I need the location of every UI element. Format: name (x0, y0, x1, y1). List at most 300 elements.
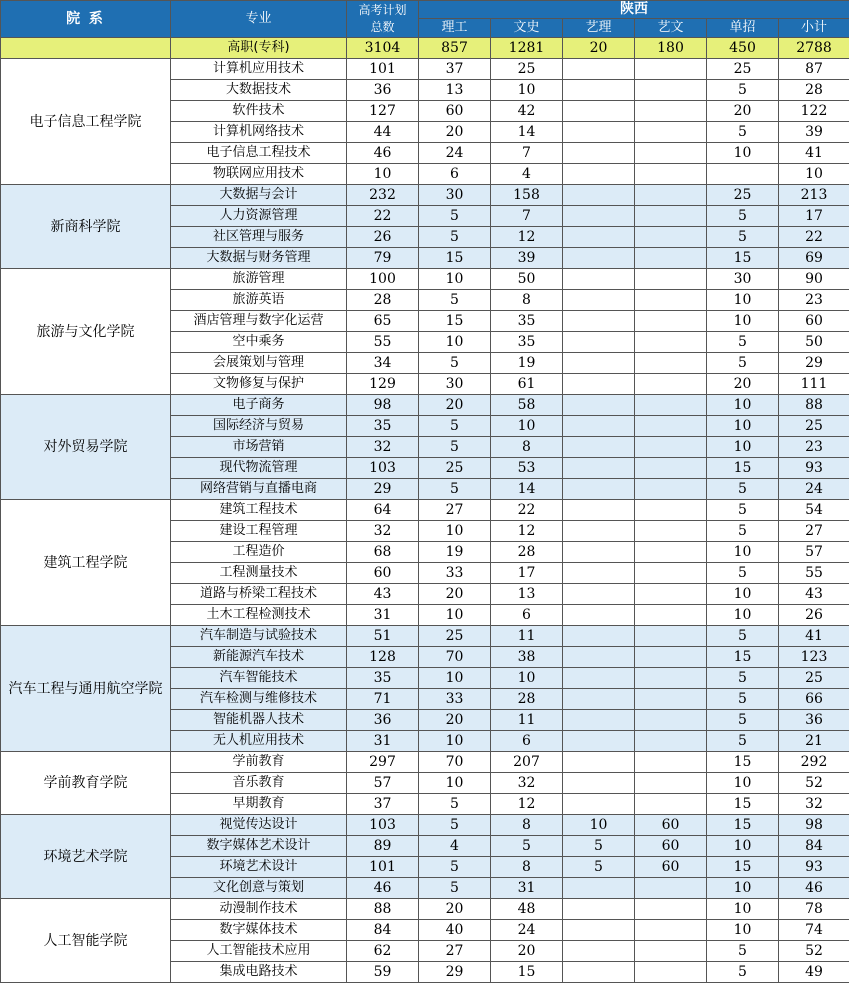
major-name: 集成电路技术 (171, 962, 347, 983)
quota-cell: 19 (419, 542, 491, 563)
quota-cell: 53 (491, 458, 563, 479)
quota-cell: 15 (707, 752, 779, 773)
quota-cell: 88 (779, 395, 849, 416)
quota-cell: 5 (707, 962, 779, 983)
quota-cell: 60 (635, 857, 707, 878)
quota-cell: 8 (491, 290, 563, 311)
quota-cell: 5 (707, 626, 779, 647)
major-name: 网络营销与直播电商 (171, 479, 347, 500)
quota-cell: 60 (419, 101, 491, 122)
quota-cell (563, 668, 635, 689)
quota-cell (563, 521, 635, 542)
quota-cell: 5 (707, 206, 779, 227)
quota-cell: 70 (419, 752, 491, 773)
quota-cell (635, 542, 707, 563)
quota-cell: 15 (707, 794, 779, 815)
major-name: 数字媒体艺术设计 (171, 836, 347, 857)
quota-cell (563, 563, 635, 584)
major-name: 人力资源管理 (171, 206, 347, 227)
quota-cell: 50 (779, 332, 849, 353)
table-header (1, 1, 849, 38)
major-name: 文化创意与策划 (171, 878, 347, 899)
major-name: 道路与桥梁工程技术 (171, 584, 347, 605)
header-plan-total-line1: 高考计划 (358, 3, 407, 17)
quota-cell: 12 (491, 227, 563, 248)
quota-cell: 101 (347, 857, 419, 878)
summary-label: 高职(专科) (171, 38, 347, 59)
table-row (1, 815, 849, 836)
major-name: 电子商务 (171, 395, 347, 416)
college-group (1, 752, 849, 815)
major-name: 会展策划与管理 (171, 353, 347, 374)
quota-cell: 10 (419, 332, 491, 353)
quota-cell: 90 (779, 269, 849, 290)
quota-cell: 10 (707, 605, 779, 626)
quota-cell: 10 (419, 731, 491, 752)
quota-cell: 10 (707, 836, 779, 857)
quota-cell: 98 (779, 815, 849, 836)
quota-cell (563, 605, 635, 626)
summary-cell: 20 (563, 38, 635, 59)
quota-cell: 297 (347, 752, 419, 773)
quota-cell: 42 (491, 101, 563, 122)
quota-cell: 84 (779, 836, 849, 857)
quota-cell: 10 (707, 143, 779, 164)
quota-cell: 5 (707, 563, 779, 584)
quota-cell: 5 (419, 353, 491, 374)
major-name: 文物修复与保护 (171, 374, 347, 395)
quota-cell: 4 (491, 164, 563, 185)
quota-cell: 10 (707, 311, 779, 332)
quota-cell (563, 878, 635, 899)
quota-cell: 11 (491, 710, 563, 731)
major-name: 工程测量技术 (171, 563, 347, 584)
quota-cell: 59 (347, 962, 419, 983)
quota-cell: 207 (491, 752, 563, 773)
quota-cell (635, 794, 707, 815)
quota-cell: 15 (419, 311, 491, 332)
quota-cell (563, 185, 635, 206)
quota-cell: 24 (779, 479, 849, 500)
quota-cell: 5 (563, 836, 635, 857)
college-group (1, 626, 849, 752)
quota-cell: 20 (419, 122, 491, 143)
header-col-science: 理工 (419, 19, 491, 38)
quota-cell (563, 206, 635, 227)
quota-cell: 5 (707, 668, 779, 689)
quota-cell (635, 668, 707, 689)
quota-cell: 31 (491, 878, 563, 899)
quota-cell: 78 (779, 899, 849, 920)
major-name: 软件技术 (171, 101, 347, 122)
quota-cell: 69 (779, 248, 849, 269)
quota-cell: 10 (707, 878, 779, 899)
quota-cell: 29 (419, 962, 491, 983)
quota-cell: 5 (419, 878, 491, 899)
quota-cell: 5 (707, 353, 779, 374)
quota-cell: 8 (491, 815, 563, 836)
quota-cell: 103 (347, 458, 419, 479)
college-group (1, 815, 849, 899)
quota-cell (563, 101, 635, 122)
quota-cell (635, 122, 707, 143)
quota-cell: 43 (347, 584, 419, 605)
quota-cell: 122 (779, 101, 849, 122)
quota-cell: 25 (707, 59, 779, 80)
major-name: 视觉传达设计 (171, 815, 347, 836)
quota-cell (635, 584, 707, 605)
quota-cell: 5 (419, 227, 491, 248)
quota-cell: 24 (491, 920, 563, 941)
quota-cell (635, 458, 707, 479)
college-name: 汽车工程与通用航空学院 (1, 626, 171, 752)
quota-cell: 5 (419, 290, 491, 311)
quota-cell: 10 (707, 290, 779, 311)
quota-cell (635, 248, 707, 269)
major-name: 大数据技术 (171, 80, 347, 101)
quota-cell: 50 (491, 269, 563, 290)
quota-cell (635, 311, 707, 332)
college-name: 环境艺术学院 (1, 815, 171, 899)
quota-cell: 31 (347, 605, 419, 626)
quota-cell: 12 (491, 794, 563, 815)
quota-cell: 41 (779, 143, 849, 164)
quota-cell (635, 185, 707, 206)
quota-cell: 89 (347, 836, 419, 857)
header-region: 陕西 (419, 1, 849, 19)
major-name: 人工智能技术应用 (171, 941, 347, 962)
college-group (1, 395, 849, 500)
summary-section (1, 38, 849, 59)
quota-cell: 68 (347, 542, 419, 563)
quota-cell: 35 (491, 311, 563, 332)
college-name: 电子信息工程学院 (1, 59, 171, 185)
quota-cell (563, 269, 635, 290)
quota-cell (635, 731, 707, 752)
quota-cell: 93 (779, 458, 849, 479)
college-group (1, 59, 849, 185)
header-col-art-liberal: 艺文 (635, 19, 707, 38)
quota-cell: 10 (707, 773, 779, 794)
major-name: 智能机器人技术 (171, 710, 347, 731)
quota-cell (563, 479, 635, 500)
header-major: 专业 (171, 1, 347, 38)
quota-cell: 10 (707, 899, 779, 920)
quota-cell: 25 (707, 185, 779, 206)
quota-cell: 10 (419, 773, 491, 794)
quota-cell: 100 (347, 269, 419, 290)
quota-cell (635, 563, 707, 584)
quota-cell: 44 (347, 122, 419, 143)
quota-cell: 158 (491, 185, 563, 206)
quota-cell: 93 (779, 857, 849, 878)
quota-cell: 22 (779, 227, 849, 248)
quota-cell: 35 (347, 416, 419, 437)
summary-row (1, 38, 849, 59)
quota-cell: 10 (563, 815, 635, 836)
quota-cell: 10 (419, 269, 491, 290)
quota-cell: 5 (707, 227, 779, 248)
major-name: 酒店管理与数字化运营 (171, 311, 347, 332)
quota-cell: 10 (419, 668, 491, 689)
quota-cell: 4 (419, 836, 491, 857)
quota-cell: 51 (347, 626, 419, 647)
major-name: 土木工程检测技术 (171, 605, 347, 626)
quota-cell: 28 (491, 689, 563, 710)
quota-cell (563, 290, 635, 311)
quota-cell: 5 (419, 206, 491, 227)
major-name: 大数据与财务管理 (171, 248, 347, 269)
quota-cell (563, 437, 635, 458)
quota-cell: 10 (491, 668, 563, 689)
quota-cell (635, 710, 707, 731)
quota-cell: 22 (491, 500, 563, 521)
quota-cell: 232 (347, 185, 419, 206)
summary-cell: 857 (419, 38, 491, 59)
quota-cell: 64 (347, 500, 419, 521)
college-name: 学前教育学院 (1, 752, 171, 815)
quota-cell: 37 (347, 794, 419, 815)
quota-cell: 79 (347, 248, 419, 269)
major-name: 音乐教育 (171, 773, 347, 794)
quota-cell (635, 143, 707, 164)
quota-cell: 25 (779, 668, 849, 689)
quota-cell (707, 164, 779, 185)
quota-cell: 213 (779, 185, 849, 206)
quota-cell: 10 (707, 920, 779, 941)
quota-cell: 129 (347, 374, 419, 395)
quota-cell: 54 (779, 500, 849, 521)
quota-cell (635, 752, 707, 773)
quota-cell (635, 437, 707, 458)
quota-cell (563, 500, 635, 521)
quota-cell (635, 374, 707, 395)
header-col-single-recruit: 单招 (707, 19, 779, 38)
quota-cell: 101 (347, 59, 419, 80)
quota-cell: 46 (347, 143, 419, 164)
quota-cell (563, 689, 635, 710)
quota-cell: 20 (707, 374, 779, 395)
quota-cell: 11 (491, 626, 563, 647)
major-name: 物联网应用技术 (171, 164, 347, 185)
quota-cell: 14 (491, 122, 563, 143)
quota-cell (563, 332, 635, 353)
summary-cell: 1281 (491, 38, 563, 59)
table-row (1, 899, 849, 920)
quota-cell: 128 (347, 647, 419, 668)
quota-cell (635, 206, 707, 227)
college-group (1, 500, 849, 626)
major-name: 现代物流管理 (171, 458, 347, 479)
quota-cell (635, 416, 707, 437)
quota-cell: 10 (779, 164, 849, 185)
quota-cell: 29 (347, 479, 419, 500)
quota-cell: 10 (707, 395, 779, 416)
quota-cell: 5 (707, 332, 779, 353)
quota-cell: 5 (707, 80, 779, 101)
quota-cell: 10 (707, 416, 779, 437)
quota-cell (563, 752, 635, 773)
quota-cell: 31 (347, 731, 419, 752)
header-college: 院 系 (1, 1, 171, 38)
header-plan-total (347, 1, 419, 38)
quota-cell: 49 (779, 962, 849, 983)
quota-cell: 35 (347, 668, 419, 689)
quota-cell: 10 (491, 416, 563, 437)
quota-cell: 62 (347, 941, 419, 962)
quota-cell: 46 (779, 878, 849, 899)
quota-cell: 32 (491, 773, 563, 794)
quota-cell: 10 (707, 542, 779, 563)
quota-cell (635, 878, 707, 899)
quota-cell: 26 (347, 227, 419, 248)
quota-cell: 26 (779, 605, 849, 626)
quota-cell: 10 (491, 80, 563, 101)
major-name: 新能源汽车技术 (171, 647, 347, 668)
college-name: 对外贸易学院 (1, 395, 171, 500)
quota-cell (635, 269, 707, 290)
college-group (1, 185, 849, 269)
quota-cell: 48 (491, 899, 563, 920)
quota-cell (635, 605, 707, 626)
quota-cell (635, 521, 707, 542)
college-name: 旅游与文化学院 (1, 269, 171, 395)
quota-cell (635, 353, 707, 374)
quota-cell: 10 (419, 521, 491, 542)
quota-cell (563, 962, 635, 983)
quota-cell: 21 (779, 731, 849, 752)
quota-cell (635, 290, 707, 311)
quota-cell: 98 (347, 395, 419, 416)
quota-cell (563, 374, 635, 395)
quota-cell (563, 164, 635, 185)
quota-cell: 41 (779, 626, 849, 647)
major-name: 计算机应用技术 (171, 59, 347, 80)
quota-cell: 6 (419, 164, 491, 185)
quota-cell: 30 (419, 185, 491, 206)
quota-cell (563, 248, 635, 269)
quota-cell: 52 (779, 941, 849, 962)
quota-cell (563, 773, 635, 794)
quota-cell: 5 (419, 815, 491, 836)
major-name: 空中乘务 (171, 332, 347, 353)
quota-cell: 20 (419, 710, 491, 731)
quota-cell: 20 (419, 584, 491, 605)
major-name: 建设工程管理 (171, 521, 347, 542)
quota-cell: 43 (779, 584, 849, 605)
quota-cell: 5 (419, 857, 491, 878)
quota-cell: 37 (419, 59, 491, 80)
quota-cell (563, 647, 635, 668)
quota-cell: 88 (347, 899, 419, 920)
quota-cell (635, 962, 707, 983)
quota-cell: 5 (707, 500, 779, 521)
quota-cell: 28 (347, 290, 419, 311)
quota-cell (635, 101, 707, 122)
quota-cell: 5 (707, 710, 779, 731)
quota-cell: 22 (347, 206, 419, 227)
header-plan-total-line2: 总数 (370, 20, 395, 34)
quota-cell: 57 (779, 542, 849, 563)
quota-cell: 25 (419, 458, 491, 479)
quota-cell: 28 (491, 542, 563, 563)
table-row (1, 185, 849, 206)
quota-cell: 10 (347, 164, 419, 185)
quota-cell: 5 (707, 521, 779, 542)
quota-cell: 33 (419, 563, 491, 584)
quota-cell: 36 (347, 80, 419, 101)
quota-cell: 5 (707, 941, 779, 962)
major-name: 市场营销 (171, 437, 347, 458)
quota-cell (635, 227, 707, 248)
quota-cell (563, 626, 635, 647)
quota-cell (563, 353, 635, 374)
quota-cell (635, 647, 707, 668)
quota-cell: 5 (707, 122, 779, 143)
table-row (1, 500, 849, 521)
major-name: 数字媒体技术 (171, 920, 347, 941)
quota-cell: 17 (491, 563, 563, 584)
quota-cell: 27 (419, 941, 491, 962)
quota-cell (563, 794, 635, 815)
quota-cell: 15 (707, 647, 779, 668)
quota-cell (563, 899, 635, 920)
quota-cell: 15 (707, 815, 779, 836)
quota-cell: 52 (779, 773, 849, 794)
quota-cell: 5 (419, 794, 491, 815)
summary-cell: 3104 (347, 38, 419, 59)
quota-cell (563, 731, 635, 752)
quota-cell: 10 (707, 437, 779, 458)
quota-cell: 5 (419, 437, 491, 458)
table-row (1, 752, 849, 773)
quota-cell: 61 (491, 374, 563, 395)
quota-cell (563, 311, 635, 332)
table-row (1, 626, 849, 647)
quota-cell: 127 (347, 101, 419, 122)
quota-cell: 38 (491, 647, 563, 668)
quota-cell: 55 (347, 332, 419, 353)
quota-cell: 20 (419, 395, 491, 416)
quota-cell: 71 (347, 689, 419, 710)
quota-cell: 6 (491, 731, 563, 752)
quota-cell: 5 (491, 836, 563, 857)
quota-cell: 8 (491, 437, 563, 458)
quota-cell (563, 395, 635, 416)
major-name: 环境艺术设计 (171, 857, 347, 878)
quota-cell: 5 (419, 479, 491, 500)
quota-cell (563, 122, 635, 143)
quota-cell (635, 500, 707, 521)
quota-cell: 70 (419, 647, 491, 668)
quota-cell (563, 59, 635, 80)
quota-cell: 34 (347, 353, 419, 374)
college-group (1, 899, 849, 983)
quota-cell: 10 (419, 605, 491, 626)
quota-cell: 13 (419, 80, 491, 101)
quota-cell (635, 332, 707, 353)
quota-cell: 20 (491, 941, 563, 962)
quota-cell (563, 710, 635, 731)
quota-cell: 25 (491, 59, 563, 80)
quota-cell: 103 (347, 815, 419, 836)
quota-cell: 40 (419, 920, 491, 941)
quota-cell (635, 395, 707, 416)
quota-cell: 39 (779, 122, 849, 143)
quota-cell: 32 (347, 521, 419, 542)
quota-cell (635, 164, 707, 185)
quota-cell: 25 (779, 416, 849, 437)
